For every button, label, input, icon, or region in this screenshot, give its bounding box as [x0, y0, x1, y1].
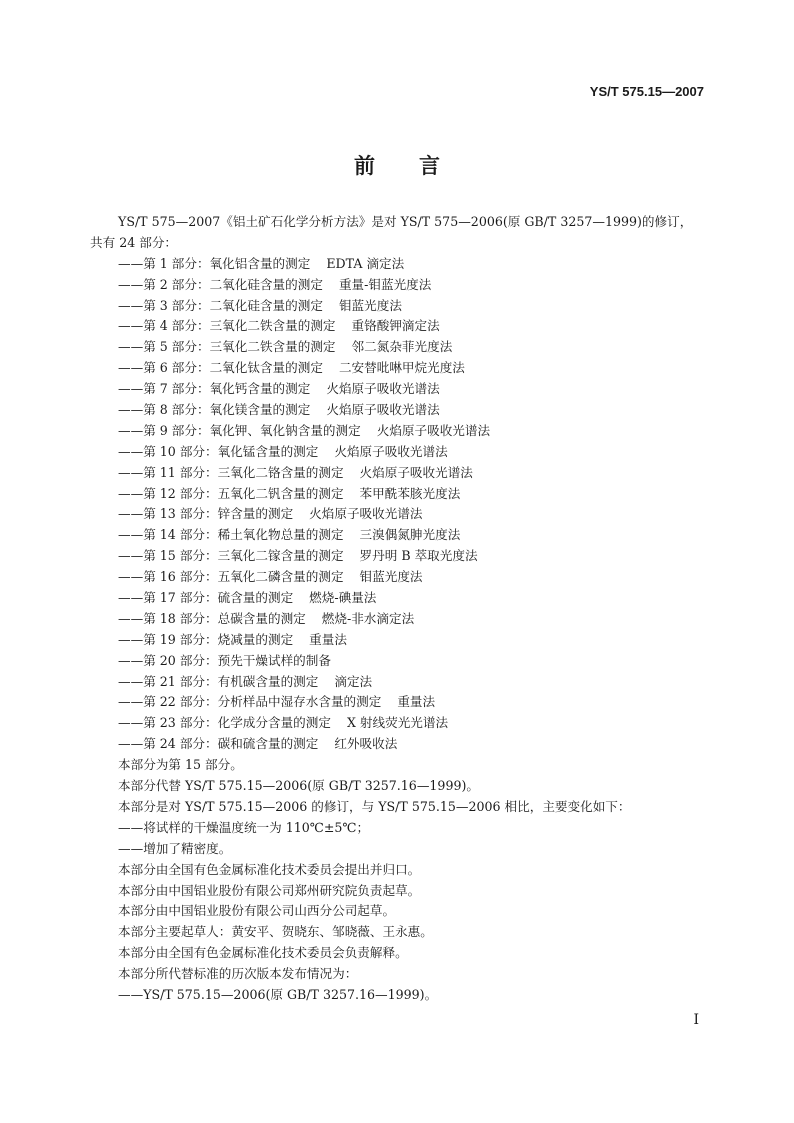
note-line: 本部分由全国有色金属标准化技术委员会负责解释。 — [118, 945, 408, 961]
part-item — [118, 609, 708, 630]
intro-line-1: YS/T 575—2007《铝土矿石化学分析方法》是对 YS/T 575—2006(原 GB/T 3257—1999)的修订， — [118, 214, 693, 229]
note-line: 本部分由中国铝业股份有限公司郑州研究院负责起草。 — [118, 882, 421, 898]
part-label: ——第 14 部分：稀土氧化物总量的测定 — [118, 527, 344, 543]
part-item — [118, 379, 708, 400]
part-item — [118, 504, 708, 525]
page-title — [0, 150, 794, 180]
part-item — [118, 275, 708, 296]
note-line: 本部分为第 15 部分。 — [118, 757, 243, 773]
part-method: 钼蓝光度法 — [338, 297, 402, 313]
page-number: I — [693, 1012, 699, 1028]
part-item — [118, 442, 708, 463]
part-method: 火焰原子吸收光谱法 — [359, 464, 473, 480]
part-label: ——第 2 部分：二氧化硅含量的测定 — [118, 276, 323, 292]
part-method: 红外吸收法 — [334, 736, 398, 752]
part-method: 重量-钼蓝光度法 — [338, 276, 432, 292]
part-method: 火焰原子吸收光谱法 — [326, 402, 440, 418]
part-method: 火焰原子吸收光谱法 — [334, 443, 448, 459]
part-item — [118, 567, 708, 588]
part-label: ——第 8 部分：氧化镁含量的测定 — [118, 402, 311, 418]
part-label: ——第 15 部分：三氧化二镓含量的测定 — [118, 548, 344, 564]
part-item — [118, 254, 708, 275]
part-label: ——第 24 部分：碳和硫含量的测定 — [118, 736, 319, 752]
part-method: 三溴偶氮胂光度法 — [359, 527, 461, 543]
title-char-2: 言 — [419, 153, 440, 178]
part-item — [118, 651, 708, 672]
part-label: ——第 18 部分：总碳含量的测定 — [118, 610, 306, 626]
part-method: 火焰原子吸收光谱法 — [376, 422, 491, 438]
part-item — [118, 400, 708, 421]
part-item — [118, 713, 708, 734]
part-method: 燃烧-碘量法 — [309, 590, 377, 606]
part-label: ——第 22 部分：分析样品中湿存水含量的测定 — [118, 694, 382, 710]
part-item — [118, 296, 708, 317]
part-item — [118, 630, 708, 651]
note-line: ——将试样的干燥温度统一为 110℃±5℃； — [118, 819, 370, 835]
part-item — [118, 692, 708, 713]
part-label: ——第 9 部分：氧化钾、氧化钠含量的测定 — [118, 422, 361, 438]
part-label: ——第 12 部分：五氧化二钒含量的测定 — [118, 485, 344, 501]
part-label: ——第 19 部分：烧减量的测定 — [118, 631, 294, 647]
note-line: ——YS/T 575.15—2006(原 GB/T 3257.16—1999)。 — [118, 986, 438, 1002]
part-method: 邻二氮杂菲光度法 — [351, 339, 453, 355]
part-label: ——第 16 部分：五氧化二磷含量的测定 — [118, 569, 344, 585]
title-char-1: 前 — [354, 153, 375, 178]
part-label: ——第 1 部分：氧化铝含量的测定 — [118, 255, 311, 271]
foreword-body — [90, 212, 708, 1006]
part-method: 滴定法 — [334, 673, 373, 689]
intro-line-2: 共有 24 部分： — [90, 234, 178, 250]
part-method: 燃烧-非水滴定法 — [321, 610, 415, 626]
part-method: 苯甲酰苯胲光度法 — [359, 485, 461, 501]
note-line: ——增加了精密度。 — [118, 840, 232, 856]
part-label: ——第 5 部分：三氧化二铁含量的测定 — [118, 339, 336, 355]
part-label: ——第 4 部分：三氧化二铁含量的测定 — [118, 318, 336, 334]
part-method: EDTA 滴定法 — [326, 255, 405, 271]
part-method: 二安替吡啉甲烷光度法 — [338, 360, 465, 376]
part-item — [118, 525, 708, 546]
note-line: 本部分代替 YS/T 575.15—2006(原 GB/T 3257.16—1999)。 — [118, 778, 479, 794]
part-method: X 射线荧光光谱法 — [346, 715, 449, 731]
part-item — [118, 546, 708, 567]
part-label: ——第 23 部分：化学成分含量的测定 — [118, 715, 331, 731]
part-label: ——第 10 部分：氧化锰含量的测定 — [118, 443, 319, 459]
part-label: ——第 21 部分：有机碳含量的测定 — [118, 673, 319, 689]
note-line: 本部分由全国有色金属标准化技术委员会提出并归口。 — [118, 861, 421, 877]
part-item — [118, 588, 708, 609]
part-method: 钼蓝光度法 — [359, 569, 423, 585]
part-item — [118, 484, 708, 505]
part-method: 火焰原子吸收光谱法 — [309, 506, 423, 522]
part-label: ——第 7 部分：氧化钙含量的测定 — [118, 381, 311, 397]
part-item — [118, 316, 708, 337]
part-method: 重量法 — [397, 694, 436, 710]
standard-code: YS/T 575.15—2007 — [589, 84, 704, 99]
part-method: 罗丹明 B 萃取光度法 — [359, 548, 478, 564]
part-label: ——第 20 部分：预先干燥试样的制备 — [118, 652, 331, 668]
part-label: ——第 3 部分：二氧化硅含量的测定 — [118, 297, 323, 313]
note-line: 本部分主要起草人：黄安平、贺晓东、邹晓薇、王永惠。 — [118, 924, 433, 940]
part-item — [118, 672, 708, 693]
part-method: 重铬酸钾滴定法 — [351, 318, 440, 334]
part-item — [118, 358, 708, 379]
part-item — [118, 337, 708, 358]
part-item — [118, 463, 708, 484]
part-method: 火焰原子吸收光谱法 — [326, 381, 440, 397]
part-label: ——第 17 部分：硫含量的测定 — [118, 590, 294, 606]
part-label: ——第 11 部分：三氧化二铬含量的测定 — [118, 464, 344, 480]
part-method: 重量法 — [309, 631, 347, 647]
part-item — [118, 421, 708, 442]
note-line: 本部分由中国铝业股份有限公司山西分公司起草。 — [118, 903, 396, 919]
note-line: 本部分是对 YS/T 575.15—2006 的修订，与 YS/T 575.15—2006 相比，主要变化如下： — [118, 798, 631, 814]
note-line: 本部分所代替标准的历次版本发布情况为： — [118, 966, 358, 982]
part-label: ——第 6 部分：二氧化钛含量的测定 — [118, 360, 323, 376]
part-item — [118, 734, 708, 755]
part-label: ——第 13 部分：锌含量的测定 — [118, 506, 294, 522]
